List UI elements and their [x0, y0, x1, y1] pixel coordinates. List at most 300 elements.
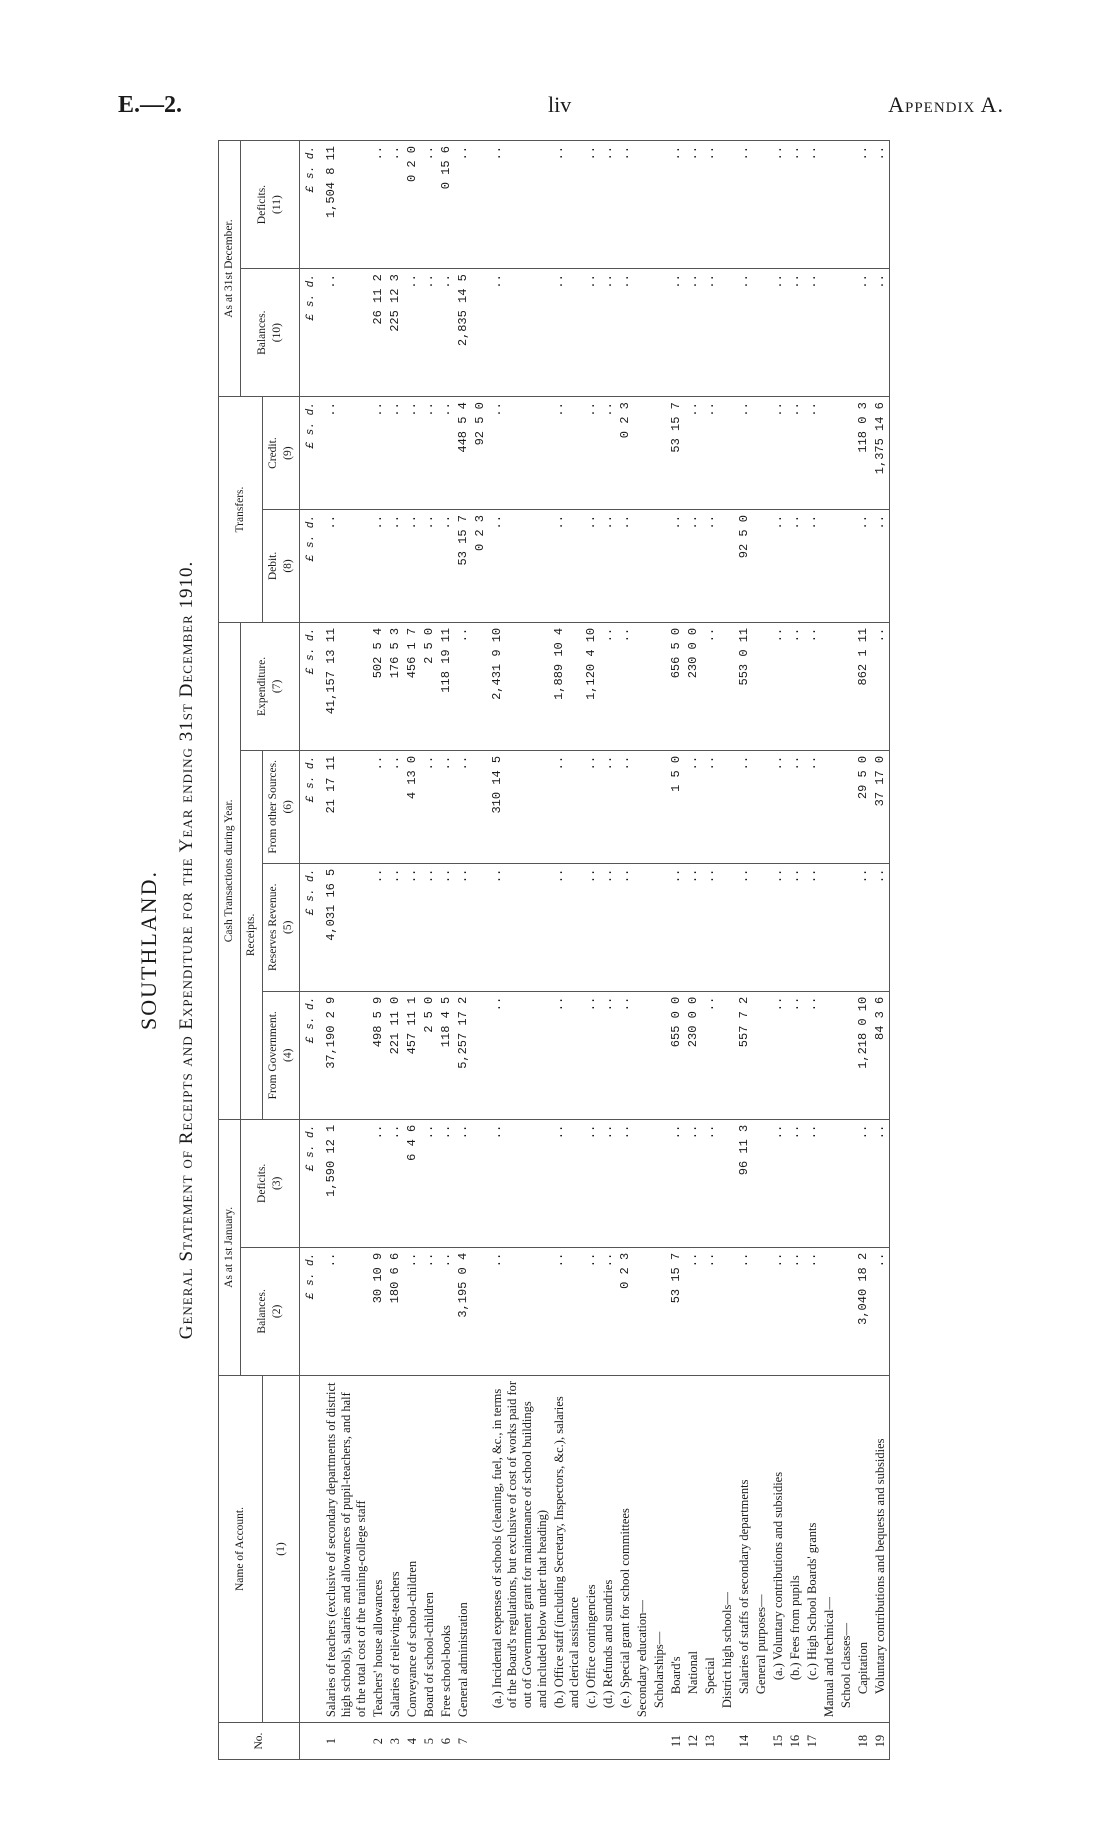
- amount-cell: ..: [685, 510, 702, 623]
- amount-cell: ..: [387, 750, 404, 863]
- amount-cell: [634, 750, 651, 863]
- amount-cell: ..: [600, 750, 617, 863]
- amount-cell: ..: [668, 141, 685, 269]
- row-number: 3: [387, 1723, 404, 1760]
- amount-cell: ..: [685, 397, 702, 510]
- row-number: [838, 1723, 855, 1760]
- amount-cell: ..: [583, 141, 600, 269]
- amount-cell: [838, 1119, 855, 1247]
- amount-cell: ..: [600, 510, 617, 623]
- amount-cell: 26 11 2: [370, 269, 387, 397]
- amount-cell: ..: [583, 269, 600, 397]
- amount-cell: ..: [370, 510, 387, 623]
- amount-cell: 29 5 0: [855, 750, 872, 863]
- amount-cell: ..: [404, 397, 421, 510]
- row-number: 12: [685, 1723, 702, 1760]
- row-number: [489, 1723, 551, 1760]
- amount-cell: ..: [736, 1247, 753, 1375]
- col-no: No.: [219, 1723, 300, 1760]
- amount-cell: 1,120 4 10: [583, 622, 600, 750]
- account-name: Board's: [668, 1375, 685, 1722]
- amount-cell: 53 15 7: [455, 510, 472, 623]
- amount-cell: [753, 269, 770, 397]
- amount-cell: ..: [455, 750, 472, 863]
- amount-cell: 225 12 3: [387, 269, 404, 397]
- col-reserves-revenue: Reserves Revenue. (5): [263, 863, 300, 991]
- account-name: Voluntary contributions and bequests and subsidies: [872, 1375, 890, 1722]
- row-number: 6: [438, 1723, 455, 1760]
- amount-cell: ..: [551, 141, 583, 269]
- amount-cell: ..: [387, 397, 404, 510]
- row-number: 7: [455, 1723, 472, 1760]
- amount-cell: ..: [787, 991, 804, 1119]
- group-dec: As at 31st December.: [219, 141, 241, 397]
- amount-cell: 176 5 3: [387, 622, 404, 750]
- amount-cell: ..: [736, 141, 753, 269]
- row-number: 19: [872, 1723, 890, 1760]
- amount-cell: ..: [438, 750, 455, 863]
- amount-cell: 118 19 11: [438, 622, 455, 750]
- amount-cell: ..: [617, 269, 634, 397]
- row-number: [651, 1723, 668, 1760]
- row-number: 17: [804, 1723, 821, 1760]
- amount-cell: [719, 750, 736, 863]
- amount-cell: ..: [702, 991, 719, 1119]
- amount-cell: 53 15 7: [668, 1247, 685, 1375]
- table-row: [455, 141, 472, 1760]
- amount-cell: [719, 991, 736, 1119]
- table-row: [855, 141, 872, 1760]
- account-name: Manual and technical—: [821, 1375, 838, 1722]
- amount-cell: [472, 1119, 489, 1247]
- col-credit: Credit. (9): [263, 397, 300, 510]
- amount-cell: [821, 622, 838, 750]
- statement-title: General Statement of Receipts and Expenditure for the Year ending 31st December 1910.: [176, 560, 197, 1340]
- amount-cell: 3,195 0 4: [455, 1247, 472, 1375]
- amount-cell: [838, 622, 855, 750]
- amount-cell: [821, 397, 838, 510]
- account-name: Board of school-children: [421, 1375, 438, 1722]
- amount-cell: ..: [855, 141, 872, 269]
- rotated-table-page: [130, 140, 1085, 1760]
- amount-cell: ..: [600, 141, 617, 269]
- amount-cell: [651, 750, 668, 863]
- amount-cell: 1 5 0: [668, 750, 685, 863]
- amount-cell: ..: [323, 510, 370, 623]
- amount-cell: 3,040 18 2: [855, 1247, 872, 1375]
- account-name: Scholarships—: [651, 1375, 668, 1722]
- amount-cell: ..: [804, 269, 821, 397]
- amount-cell: ..: [387, 863, 404, 991]
- table-row: [821, 141, 838, 1760]
- group-jan: As at 1st January.: [219, 1119, 241, 1375]
- amount-cell: ..: [370, 1119, 387, 1247]
- amount-cell: ..: [855, 269, 872, 397]
- amount-cell: ..: [600, 1119, 617, 1247]
- amount-cell: [753, 141, 770, 269]
- amount-cell: 498 5 9: [370, 991, 387, 1119]
- account-name: (d.) Refunds and sundries: [600, 1375, 617, 1722]
- amount-cell: [821, 863, 838, 991]
- amount-cell: ..: [421, 269, 438, 397]
- account-name: [472, 1375, 489, 1722]
- amount-cell: ..: [685, 141, 702, 269]
- amount-cell: [472, 269, 489, 397]
- table-row: [489, 141, 551, 1760]
- unit-label: £ s. d.: [300, 397, 324, 510]
- table-row: [736, 141, 753, 1760]
- amount-cell: [472, 1247, 489, 1375]
- account-name: Conveyance of school-children: [404, 1375, 421, 1722]
- amount-cell: ..: [787, 863, 804, 991]
- amount-cell: [821, 269, 838, 397]
- unit-label: £ s. d.: [300, 750, 324, 863]
- amount-cell: [838, 991, 855, 1119]
- table-row: [472, 141, 489, 1760]
- amount-cell: ..: [804, 141, 821, 269]
- amount-cell: 4,031 16 5: [323, 863, 370, 991]
- amount-cell: ..: [438, 1119, 455, 1247]
- amount-cell: [472, 141, 489, 269]
- amount-cell: 180 6 6: [387, 1247, 404, 1375]
- amount-cell: 0 2 0: [404, 141, 421, 269]
- amount-cell: ..: [404, 1247, 421, 1375]
- table-row: [551, 141, 583, 1760]
- amount-cell: ..: [404, 863, 421, 991]
- amount-cell: [634, 1247, 651, 1375]
- amount-cell: ..: [404, 269, 421, 397]
- amount-cell: [634, 141, 651, 269]
- amount-cell: 0 2 3: [617, 397, 634, 510]
- amount-cell: ..: [872, 510, 890, 623]
- row-number: 18: [855, 1723, 872, 1760]
- amount-cell: ..: [421, 141, 438, 269]
- amount-cell: ..: [787, 397, 804, 510]
- col-deficits-dec: Deficits. (11): [241, 141, 300, 269]
- amount-cell: [719, 622, 736, 750]
- table-row: [787, 141, 804, 1760]
- amount-cell: ..: [702, 863, 719, 991]
- amount-cell: ..: [583, 863, 600, 991]
- amount-cell: ..: [702, 750, 719, 863]
- amount-cell: 0 15 6: [438, 141, 455, 269]
- amount-cell: [651, 1119, 668, 1247]
- amount-cell: ..: [770, 141, 787, 269]
- unit-label: £ s. d.: [300, 510, 324, 623]
- table-row: [872, 141, 890, 1760]
- amount-cell: [719, 141, 736, 269]
- row-number: 5: [421, 1723, 438, 1760]
- amount-cell: ..: [702, 1247, 719, 1375]
- amount-cell: [634, 1119, 651, 1247]
- amount-cell: ..: [551, 1119, 583, 1247]
- amount-cell: [651, 1247, 668, 1375]
- amount-cell: 96 11 3: [736, 1119, 753, 1247]
- amount-cell: ..: [787, 622, 804, 750]
- account-name: Secondary education—: [634, 1375, 651, 1722]
- table-row: [617, 141, 634, 1760]
- row-number: [617, 1723, 634, 1760]
- row-number: 2: [370, 1723, 387, 1760]
- amount-cell: [838, 750, 855, 863]
- amount-cell: 21 17 11: [323, 750, 370, 863]
- amount-cell: ..: [617, 750, 634, 863]
- amount-cell: ..: [370, 750, 387, 863]
- unit-label: £ s. d.: [300, 622, 324, 750]
- amount-cell: ..: [583, 1247, 600, 1375]
- amount-cell: ..: [387, 1119, 404, 1247]
- amount-cell: ..: [438, 269, 455, 397]
- amount-cell: ..: [855, 1119, 872, 1247]
- amount-cell: ..: [787, 141, 804, 269]
- amount-cell: [651, 622, 668, 750]
- table-row: [634, 141, 651, 1760]
- amount-cell: ..: [702, 141, 719, 269]
- account-name: District high schools—: [719, 1375, 736, 1722]
- amount-cell: ..: [872, 622, 890, 750]
- col-other-sources: From other Sources. (6): [263, 750, 300, 863]
- amount-cell: [651, 510, 668, 623]
- col-balances: Balances. (2): [241, 1247, 300, 1375]
- amount-cell: ..: [370, 397, 387, 510]
- table-row: [651, 141, 668, 1760]
- amount-cell: ..: [489, 991, 551, 1119]
- amount-cell: ..: [770, 269, 787, 397]
- amount-cell: [719, 397, 736, 510]
- amount-cell: ..: [668, 1119, 685, 1247]
- amount-cell: ..: [583, 750, 600, 863]
- amount-cell: [472, 863, 489, 991]
- row-number: 15: [770, 1723, 787, 1760]
- table-row: [404, 141, 421, 1760]
- amount-cell: ..: [551, 397, 583, 510]
- amount-cell: [753, 1247, 770, 1375]
- amount-cell: ..: [600, 622, 617, 750]
- amount-cell: ..: [455, 622, 472, 750]
- amount-cell: ..: [770, 1119, 787, 1247]
- amount-cell: ..: [787, 510, 804, 623]
- amount-cell: ..: [551, 991, 583, 1119]
- amount-cell: ..: [370, 141, 387, 269]
- account-name: (a.) Incidental expenses of schools (cleaning, fuel, &c., in terms of the Board's regulations, but exclusive of cost of works paid for out of Government grant for maintenance of school buildings and included below under that heading): [489, 1375, 551, 1722]
- amount-cell: 230 0 0: [685, 991, 702, 1119]
- table-row: [838, 141, 855, 1760]
- amount-cell: ..: [617, 991, 634, 1119]
- amount-cell: ..: [323, 269, 370, 397]
- amount-cell: ..: [668, 510, 685, 623]
- row-number: [634, 1723, 651, 1760]
- col-deficits: Deficits. (3): [241, 1119, 300, 1247]
- row-number: [600, 1723, 617, 1760]
- row-number: [472, 1723, 489, 1760]
- col-debit: Debit. (8): [263, 510, 300, 623]
- table-header: [219, 141, 300, 1760]
- amount-cell: [838, 141, 855, 269]
- amount-cell: 2 5 0: [421, 622, 438, 750]
- amount-cell: ..: [583, 1119, 600, 1247]
- amount-cell: ..: [872, 141, 890, 269]
- account-name: Special: [702, 1375, 719, 1722]
- amount-cell: 655 0 0: [668, 991, 685, 1119]
- amount-cell: ..: [736, 397, 753, 510]
- table-row: [770, 141, 787, 1760]
- amount-cell: [651, 397, 668, 510]
- amount-cell: ..: [872, 863, 890, 991]
- amount-cell: ..: [489, 510, 551, 623]
- amount-cell: ..: [438, 397, 455, 510]
- amount-cell: 1,504 8 11: [323, 141, 370, 269]
- account-name: National: [685, 1375, 702, 1722]
- amount-cell: ..: [855, 510, 872, 623]
- amount-cell: ..: [736, 269, 753, 397]
- amount-cell: 862 1 11: [855, 622, 872, 750]
- amount-cell: ..: [323, 1247, 370, 1375]
- row-number: 1: [323, 1723, 370, 1760]
- amount-cell: ..: [489, 141, 551, 269]
- account-name: Salaries of staffs of secondary departments: [736, 1375, 753, 1722]
- group-receipts: Receipts.: [241, 750, 263, 1119]
- row-number: 4: [404, 1723, 421, 1760]
- amount-cell: ..: [551, 750, 583, 863]
- amount-cell: ..: [421, 397, 438, 510]
- unit-label: £ s. d.: [300, 269, 324, 397]
- amount-cell: 84 3 6: [872, 991, 890, 1119]
- amount-cell: 456 1 7: [404, 622, 421, 750]
- amount-cell: ..: [787, 1119, 804, 1247]
- amount-cell: ..: [770, 750, 787, 863]
- group-cash: Cash Transactions during Year.: [219, 622, 241, 1119]
- amount-cell: ..: [736, 863, 753, 991]
- amount-cell: 221 11 0: [387, 991, 404, 1119]
- amount-cell: ..: [617, 141, 634, 269]
- row-number: [821, 1723, 838, 1760]
- amount-cell: ..: [600, 397, 617, 510]
- amount-cell: [634, 510, 651, 623]
- amount-cell: [651, 269, 668, 397]
- amount-cell: ..: [804, 1119, 821, 1247]
- table-row: [421, 141, 438, 1760]
- amount-cell: 1,590 12 1: [323, 1119, 370, 1247]
- col-name-index: (1): [263, 1375, 300, 1722]
- amount-cell: ..: [702, 1119, 719, 1247]
- amount-cell: [472, 622, 489, 750]
- account-name: Salaries of relieving-teachers: [387, 1375, 404, 1722]
- unit-label: £ s. d.: [300, 1119, 324, 1247]
- table-row: [370, 141, 387, 1760]
- amount-cell: [634, 622, 651, 750]
- amount-cell: [753, 863, 770, 991]
- amount-cell: 118 4 5: [438, 991, 455, 1119]
- account-name: Free school-books: [438, 1375, 455, 1722]
- amount-cell: [753, 622, 770, 750]
- amount-cell: ..: [551, 1247, 583, 1375]
- row-number: [753, 1723, 770, 1760]
- amount-cell: 2,431 9 10: [489, 622, 551, 750]
- col-name: Name of Account.: [219, 1375, 263, 1722]
- amount-cell: ..: [804, 510, 821, 623]
- amount-cell: 37,190 2 9: [323, 991, 370, 1119]
- table-row: [702, 141, 719, 1760]
- amount-cell: ..: [438, 863, 455, 991]
- amount-cell: 457 11 1: [404, 991, 421, 1119]
- amount-cell: [634, 397, 651, 510]
- amount-cell: ..: [855, 863, 872, 991]
- amount-cell: [838, 397, 855, 510]
- amount-cell: [753, 510, 770, 623]
- region-title: SOUTHLAND.: [136, 870, 161, 1030]
- amount-cell: ..: [489, 1247, 551, 1375]
- table-row: [804, 141, 821, 1760]
- account-name: (c.) High School Boards' grants: [804, 1375, 821, 1722]
- amount-cell: ..: [583, 397, 600, 510]
- amount-cell: 502 5 4: [370, 622, 387, 750]
- amount-cell: 2 5 0: [421, 991, 438, 1119]
- amount-cell: 1,375 14 6: [872, 397, 890, 510]
- amount-cell: 1,889 10 4: [551, 622, 583, 750]
- amount-cell: [753, 991, 770, 1119]
- amount-cell: ..: [770, 510, 787, 623]
- amount-cell: [651, 141, 668, 269]
- amount-cell: ..: [685, 1247, 702, 1375]
- amount-cell: ..: [770, 863, 787, 991]
- amount-cell: 656 5 0: [668, 622, 685, 750]
- amount-cell: ..: [583, 991, 600, 1119]
- page-code: E.—2.: [118, 92, 183, 118]
- amount-cell: ..: [617, 622, 634, 750]
- amount-cell: [838, 510, 855, 623]
- amount-cell: ..: [702, 622, 719, 750]
- amount-cell: 92 5 0: [472, 397, 489, 510]
- amount-cell: ..: [787, 269, 804, 397]
- account-name: Teachers' house allowances: [370, 1375, 387, 1722]
- group-transfers: Transfers.: [219, 397, 263, 623]
- amount-cell: ..: [617, 510, 634, 623]
- amount-cell: ..: [387, 510, 404, 623]
- account-name: General administration: [455, 1375, 472, 1722]
- amount-cell: 0 2 3: [472, 510, 489, 623]
- amount-cell: ..: [455, 863, 472, 991]
- amount-cell: ..: [455, 1119, 472, 1247]
- amount-cell: 557 7 2: [736, 991, 753, 1119]
- row-number: [583, 1723, 600, 1760]
- amount-cell: ..: [455, 141, 472, 269]
- unit-label: £ s. d.: [300, 1247, 324, 1375]
- amount-cell: ..: [600, 269, 617, 397]
- amount-cell: ..: [770, 1247, 787, 1375]
- amount-cell: [821, 141, 838, 269]
- amount-cell: ..: [804, 863, 821, 991]
- amount-cell: [753, 750, 770, 863]
- unit-label: £ s. d.: [300, 863, 324, 991]
- col-balances-dec: Balances. (10): [241, 269, 300, 397]
- amount-cell: ..: [872, 269, 890, 397]
- amount-cell: 41,157 13 11: [323, 622, 370, 750]
- amount-cell: 310 14 5: [489, 750, 551, 863]
- table-row: [753, 141, 770, 1760]
- amount-cell: ..: [583, 510, 600, 623]
- amount-cell: ..: [685, 269, 702, 397]
- amount-cell: ..: [685, 750, 702, 863]
- amount-cell: ..: [787, 750, 804, 863]
- amount-cell: 92 5 0: [736, 510, 753, 623]
- col-expenditure: Expenditure. (7): [241, 622, 300, 750]
- amount-cell: ..: [421, 510, 438, 623]
- amount-cell: [821, 991, 838, 1119]
- account-name: Salaries of teachers (exclusive of secondary departments of district high schools), salaries and allowances of pupil-teachers, and half of the total cost of the training-college staff: [323, 1375, 370, 1722]
- account-name: (e.) Special grant for school committees: [617, 1375, 634, 1722]
- account-name: General purposes—: [753, 1375, 770, 1722]
- account-name: Capitation: [855, 1375, 872, 1722]
